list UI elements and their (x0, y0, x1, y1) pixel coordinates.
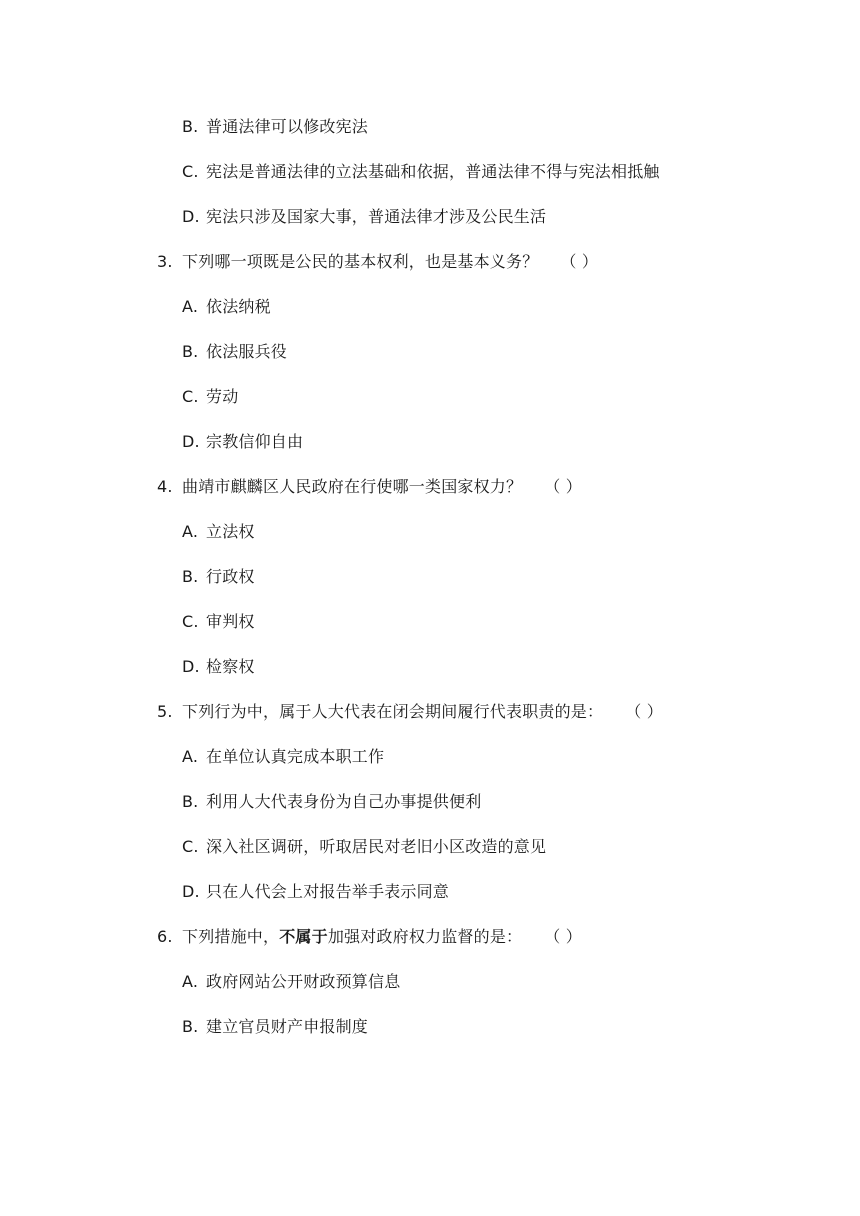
q2-option-c (182, 161, 660, 183)
question-number: 5. (157, 702, 173, 721)
q4-option-c (182, 611, 255, 633)
q6-option-b (182, 1016, 368, 1038)
option-text: 利用人大代表身份为自己办事提供便利 (206, 792, 482, 811)
option-text: 劳动 (206, 387, 239, 406)
answer-blank: （ ） (544, 927, 582, 946)
option-letter: A. (182, 747, 199, 766)
option-text: 检察权 (206, 657, 255, 676)
option-letter: A. (182, 297, 199, 316)
q5-option-c (182, 836, 546, 858)
option-letter: B. (182, 792, 199, 811)
q4-option-a (182, 521, 255, 543)
q3-option-c (182, 386, 238, 408)
question-number: 6. (157, 927, 173, 946)
q5-option-a (182, 746, 384, 768)
option-text: 审判权 (206, 612, 255, 631)
option-letter: B. (182, 342, 199, 361)
question-5 (157, 701, 663, 723)
option-text: 宗教信仰自由 (206, 432, 304, 451)
option-text: 普通法律可以修改宪法 (206, 117, 369, 136)
question-text-after: 加强对政府权力监督的是： (327, 927, 523, 946)
q6-option-a (182, 971, 400, 993)
question-text-emphasis: 不属于 (279, 927, 328, 946)
option-letter: B. (182, 567, 199, 586)
option-text: 依法服兵役 (206, 342, 288, 361)
option-letter: C. (182, 837, 199, 856)
option-text: 只在人代会上对报告举手表示同意 (206, 882, 450, 901)
option-letter: D. (182, 882, 200, 901)
q4-option-d (182, 656, 255, 678)
q5-option-d (182, 881, 449, 903)
option-text: 政府网站公开财政预算信息 (206, 972, 401, 991)
answer-blank: （ ） (544, 477, 582, 496)
option-text: 宪法只涉及国家大事，普通法律才涉及公民生活 (206, 207, 547, 226)
answer-blank: （ ） (560, 252, 599, 271)
question-3 (157, 251, 598, 273)
question-text: 下列哪一项既是公民的基本权利，也是基本义务？ (182, 252, 539, 271)
option-letter: C. (182, 387, 199, 406)
q3-option-b (182, 341, 287, 363)
question-text: 下列行为中，属于人大代表在闭会期间履行代表职责的是： (182, 702, 604, 721)
option-text: 行政权 (206, 567, 255, 586)
question-text-before: 下列措施中， (182, 927, 280, 946)
option-text: 依法纳税 (206, 297, 271, 316)
option-letter: A. (182, 522, 199, 541)
q4-option-b (182, 566, 255, 588)
option-text: 深入社区调研，听取居民对老旧小区改造的意见 (206, 837, 547, 856)
option-letter: D. (182, 432, 200, 451)
option-letter: C. (182, 162, 199, 181)
question-number: 4. (157, 477, 173, 496)
question-6 (157, 926, 582, 948)
option-text: 建立官员财产申报制度 (206, 1017, 369, 1036)
option-letter: B. (182, 117, 199, 136)
option-text: 立法权 (206, 522, 255, 541)
option-letter: B. (182, 1017, 199, 1036)
q3-option-a (182, 296, 271, 318)
q5-option-b (182, 791, 481, 813)
question-4 (157, 476, 582, 498)
option-letter: D. (182, 657, 200, 676)
question-text: 曲靖市麒麟区人民政府在行使哪一类国家权力？ (182, 477, 523, 496)
option-letter: C. (182, 612, 199, 631)
option-letter: D. (182, 207, 200, 226)
question-number: 3. (157, 252, 173, 271)
option-text: 在单位认真完成本职工作 (206, 747, 385, 766)
q2-option-d (182, 206, 546, 228)
answer-blank: （ ） (625, 702, 663, 721)
option-letter: A. (182, 972, 199, 991)
q2-option-b (182, 116, 368, 138)
option-text: 宪法是普通法律的立法基础和依据，普通法律不得与宪法相抵触 (206, 162, 660, 181)
q3-option-d (182, 431, 303, 453)
